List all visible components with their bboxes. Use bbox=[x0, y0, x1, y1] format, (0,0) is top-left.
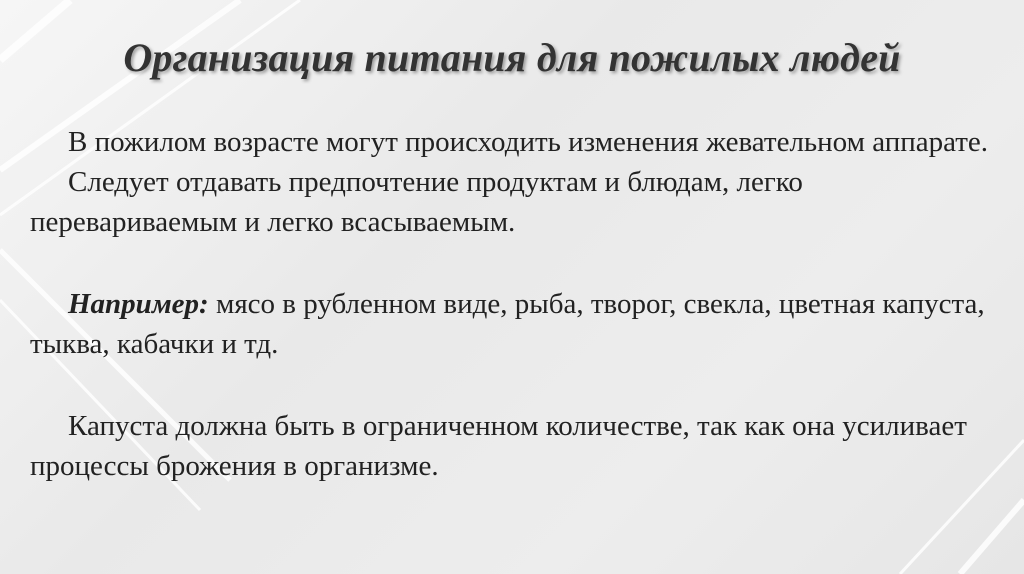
paragraph-chewing-changes: В пожилом возрасте могут происходить изменения жевательном аппарате. bbox=[68, 126, 989, 158]
paragraph-spacer bbox=[30, 364, 990, 406]
slide-body bbox=[30, 122, 990, 486]
example-text: мясо в рубленном виде, рыба, творог, свекла, цветная капуста, тыква, кабачки и тд. bbox=[30, 288, 985, 360]
paragraph-example bbox=[30, 284, 990, 364]
example-label: Например: bbox=[68, 288, 209, 320]
paragraph-cabbage-note: Капуста должна быть в ограниченном количестве, так как она усиливает процессы брожения в организме. bbox=[30, 410, 967, 482]
slide-title: Организация питания для пожилых людей bbox=[123, 35, 901, 80]
paragraph-spacer bbox=[30, 242, 990, 284]
paragraph-food-preference: Следует отдавать предпочтение продуктам и блюдам, легко перевариваемым и легко всасываемым. bbox=[30, 166, 803, 238]
